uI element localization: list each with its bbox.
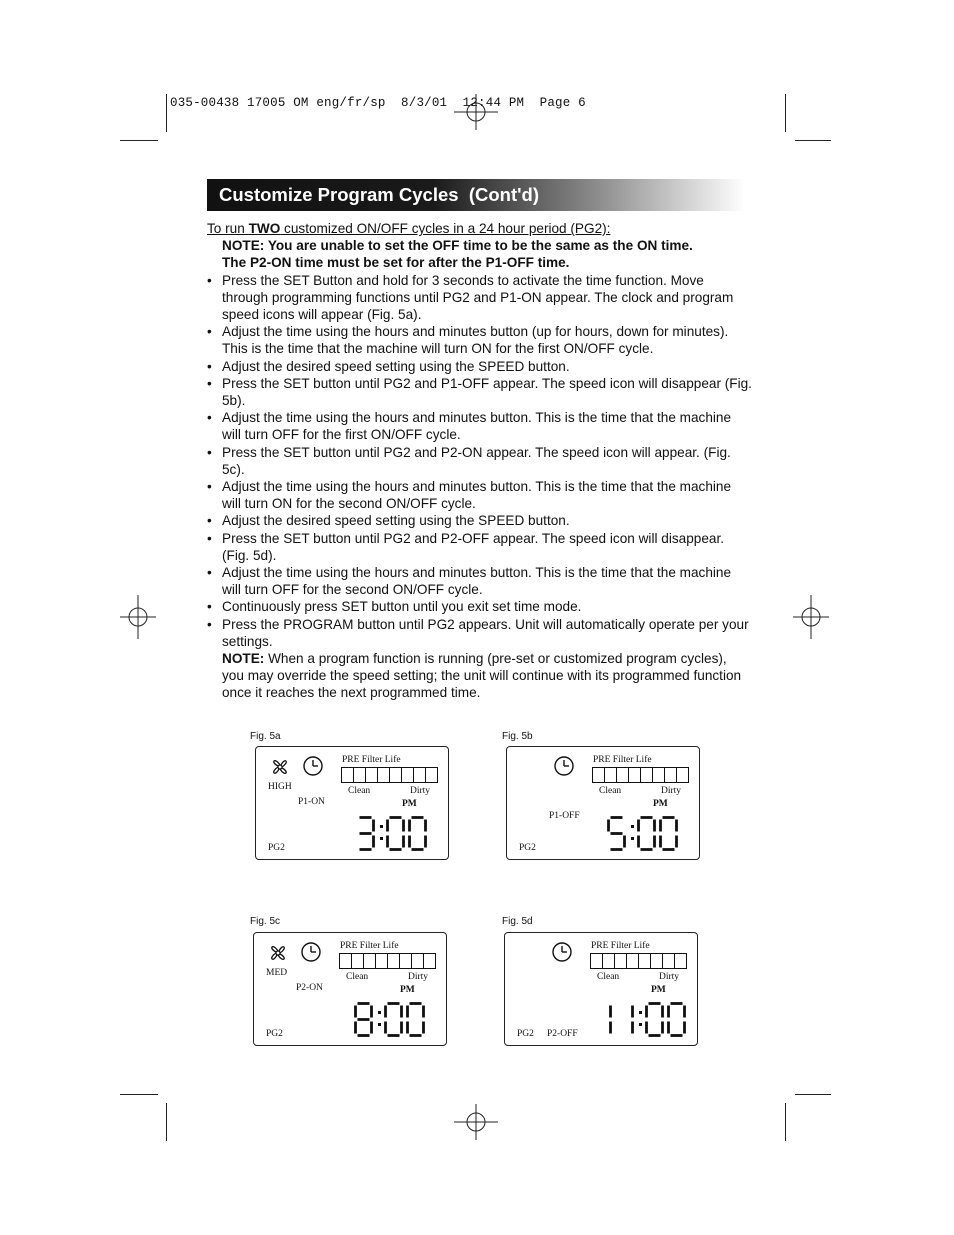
list-item: • Adjust the time using the hours and minutes button. This is the time that the machine will turn OFF for the second ON/OFF cycle. xyxy=(207,564,752,598)
fan-icon xyxy=(267,942,289,964)
filter-life-label: PRE Filter Life xyxy=(593,755,652,765)
filter-life-bar xyxy=(339,953,437,969)
list-item: • Press the PROGRAM button until PG2 appears. Unit will automatically operate per your settings. xyxy=(207,616,752,650)
figure-caption: Fig. 5c xyxy=(250,916,281,927)
instructions xyxy=(207,220,752,702)
time-display xyxy=(607,816,691,852)
crop-mark xyxy=(795,1094,831,1095)
list-item: • Press the SET Button and hold for 3 seconds to activate the time function. Move through programming functions until PG2 and P1-ON appear. The clock and program speed icons will appear (Fig. 5a). xyxy=(207,272,752,324)
clean-label: Clean xyxy=(348,786,371,796)
pg-label: PG2 xyxy=(266,1029,283,1039)
colon-dot xyxy=(380,825,383,828)
list-item: • Adjust the desired speed setting using the SPEED button. xyxy=(207,512,752,529)
crop-mark xyxy=(120,140,158,141)
lcd-display xyxy=(506,746,700,860)
list-item: • Adjust the time using the hours and minutes button. This is the time that the machine will turn OFF for the first ON/OFF cycle. xyxy=(207,409,752,443)
lcd-display xyxy=(253,932,447,1046)
filter-life-bar xyxy=(341,767,439,783)
colon-dot xyxy=(378,1023,381,1026)
list-item: • Press the SET button until PG2 and P2-OFF appear. The speed icon will disappear. (Fig. 5d). xyxy=(207,530,752,564)
crop-mark xyxy=(166,1103,167,1141)
crop-mark xyxy=(166,94,167,132)
registration-mark-icon xyxy=(454,1100,498,1144)
crop-mark xyxy=(785,1103,786,1141)
intro-line: To run TWO customized ON/OFF cycles in a 24 hour period (PG2): xyxy=(207,221,611,236)
filter-life-label: PRE Filter Life xyxy=(340,941,399,951)
speed-label: MED xyxy=(266,968,288,978)
colon-dot xyxy=(631,825,634,828)
program-label: P1-ON xyxy=(298,797,325,807)
figure-caption: Fig. 5a xyxy=(250,731,281,742)
colon-dot xyxy=(380,837,383,840)
colon-dot xyxy=(639,1023,642,1026)
pm-indicator: PM xyxy=(402,799,417,809)
dirty-label: Dirty xyxy=(661,786,682,796)
colon-dot xyxy=(631,837,634,840)
pg-label: PG2 xyxy=(519,843,536,853)
pm-indicator: PM xyxy=(400,985,415,995)
lcd-display xyxy=(255,746,449,860)
crop-mark xyxy=(120,1094,158,1095)
dirty-label: Dirty xyxy=(408,972,429,982)
clock-icon xyxy=(553,755,575,777)
list-item: • Press the SET button until PG2 and P1-OFF appear. The speed icon will disappear (Fig. 5b). xyxy=(207,375,752,409)
clock-icon xyxy=(551,941,573,963)
filter-life-label: PRE Filter Life xyxy=(591,941,650,951)
time-display xyxy=(593,1002,691,1038)
page-title: Customize Program Cycles (Cont'd) xyxy=(219,184,539,205)
list-item: • Continuously press SET button until you exit set time mode. xyxy=(207,598,752,615)
final-note: NOTE: When a program function is running (pre-set or customized program cycles), you may override the speed setting; the unit will continue with its programmed function once it reaches the next programmed time. xyxy=(222,651,742,701)
list-item: • Adjust the time using the hours and minutes button. This is the time that the machine will turn ON for the second ON/OFF cycle. xyxy=(207,478,752,512)
program-label: P2-ON xyxy=(296,983,323,993)
pm-indicator: PM xyxy=(651,985,666,995)
fan-icon xyxy=(269,756,291,778)
pg-label: PG2 xyxy=(517,1029,534,1039)
figure-caption: Fig. 5b xyxy=(502,731,533,742)
speed-label: HIGH xyxy=(268,782,292,792)
program-label: P2-OFF xyxy=(547,1029,578,1039)
filter-life-bar xyxy=(592,767,690,783)
steps-list xyxy=(207,272,752,650)
crop-mark xyxy=(795,140,831,141)
filter-life-label: PRE Filter Life xyxy=(342,755,401,765)
pg-label: PG2 xyxy=(268,843,285,853)
clock-icon xyxy=(300,941,322,963)
colon-dot xyxy=(378,1011,381,1014)
section-banner xyxy=(207,179,745,211)
registration-mark-icon xyxy=(116,595,160,639)
list-item: • Adjust the time using the hours and minutes button (up for hours, down for minutes). This is the time that the machine will turn ON for the first ON/OFF cycle. xyxy=(207,323,752,357)
note-line: NOTE: You are unable to set the OFF time to be the same as the ON time. xyxy=(222,238,693,254)
lcd-display xyxy=(504,932,698,1046)
colon-dot xyxy=(639,1011,642,1014)
clock-icon xyxy=(302,755,324,777)
list-item: • Adjust the desired speed setting using the SPEED button. xyxy=(207,358,752,375)
time-display xyxy=(354,1002,438,1038)
clean-label: Clean xyxy=(599,786,622,796)
clean-label: Clean xyxy=(597,972,620,982)
note-block xyxy=(207,237,752,271)
crop-mark xyxy=(785,94,786,132)
figure-caption: Fig. 5d xyxy=(502,916,533,927)
dirty-label: Dirty xyxy=(659,972,680,982)
note-line: The P2-ON time must be set for after the P1-OFF time. xyxy=(222,255,570,271)
pm-indicator: PM xyxy=(653,799,668,809)
registration-mark-icon xyxy=(789,595,833,639)
clean-label: Clean xyxy=(346,972,369,982)
dirty-label: Dirty xyxy=(410,786,431,796)
list-item: • Press the SET button until PG2 and P2-ON appear. The speed icon will appear. (Fig. 5c). xyxy=(207,444,752,478)
print-slug: 035-00438 17005 OM eng/fr/sp 8/3/01 12:44 PM Page 6 xyxy=(170,96,586,110)
program-label: P1-OFF xyxy=(549,811,580,821)
filter-life-bar xyxy=(590,953,688,969)
time-display xyxy=(356,816,440,852)
